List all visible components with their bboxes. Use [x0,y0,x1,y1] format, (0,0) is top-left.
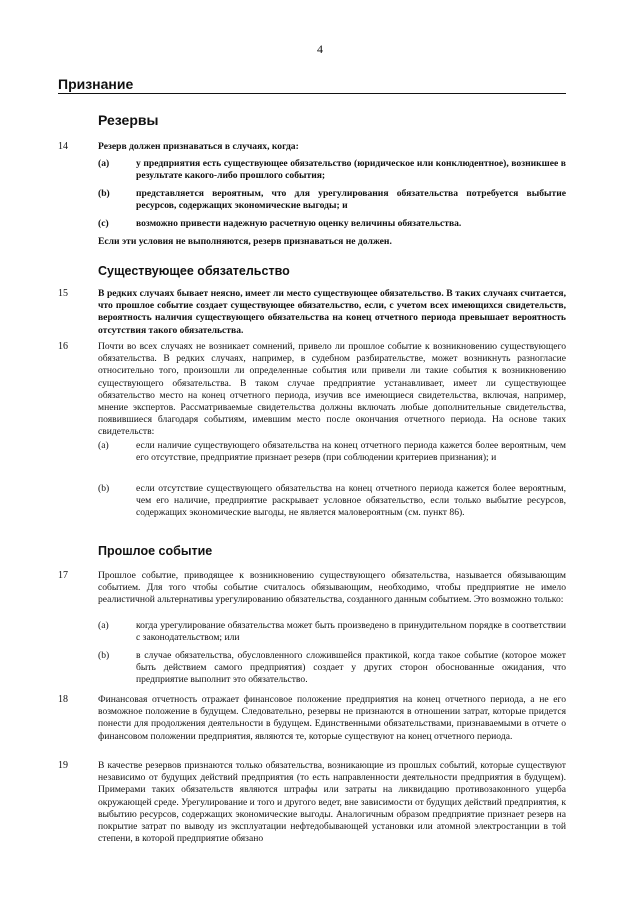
page-number: 4 [317,42,323,56]
p17-item-a-letter: (a) [98,620,109,631]
paragraph-number-18: 18 [58,694,68,705]
paragraph-17-text: Прошлое событие, приводящее к возникновению существующего обязательства, называется обязывающим событием. Для того чтобы событие считалось обязывающим, необходимо, чтобы предприятие не имело реалистичной альтернативы урегулированию обязательства, созданного данным событием. Это возможно только: [98,570,566,606]
p14-item-c-letter: (c) [98,218,109,229]
p16-item-a-letter: (a) [98,440,109,451]
p14-item-a-letter: (a) [98,158,110,169]
paragraph-19-text: В качестве резервов признаются только обязательства, возникающие из прошлых событий, которые существуют независимо от будущих действий предприятия (то есть направленности деятельности предприятия в будущем). Примерами таких обязательств являются штрафы или затраты на ликвидацию противозаконного ущерба окружающей среде. Урегулирование и того и другого ведет, вне зависимости от будущих действий предприятия, к выбытию ресурсов, содержащих экономические выгоды. Аналогичным образом предприятие признает резерв на покрытие затрат по выводу из эксплуатации нефтедобывающей установки или атомной электростанции в той степени, в которой предприятие обязано [98,760,566,845]
p16-item-b-letter: (b) [98,483,110,494]
paragraph-18-text: Финансовая отчетность отражает финансовое положение предприятия на конец отчетного периода, а не его возможное положение в будущем. Следовательно, резервы не признаются в отношении затрат, которые придется понести для продолжения деятельности в будущем. Единственными обязательствами, признаваемыми в отчете о финансовом положении предприятия, являются те, которые существуют на конец отчетного периода. [98,694,566,742]
p17-item-b-letter: (b) [98,650,110,661]
paragraph-number-16: 16 [58,341,68,352]
heading-reserves: Резервы [98,112,159,128]
p14-item-c-text: возможно привести надежную расчетную оценку величины обязательства. [136,218,462,229]
section-title: Признание [58,76,566,94]
paragraph-number-15: 15 [58,288,68,299]
paragraph-16-text: Почти во всех случаях не возникает сомнений, привело ли прошлое событие к возникновению существующего обязательства. В редких случаях, например, в судебном разбирательстве, может возникнуть разногласие относительно того, произошли ли определенные события или привели ли такие события к возникновению существующего обязательства. В таком случае предприятие устанавливает, имеет ли существующее обязательство место на конец отчетного периода, изучив все имеющиеся свидетельства, включая, например, мнение экспертов. Рассматриваемые свидетельства должны включать любые дополнительные свидетельства, появившиеся благодаря событиям, имевшим место после окончания отчетного периода. На основе таких свидетельств: [98,341,566,438]
paragraph-number-14: 14 [58,141,68,152]
heading-existing-obligation: Существующее обязательство [98,264,290,278]
p16-item-b-text: если отсутствие существующего обязательства на конец отчетного периода кажется более вероятным, чем его наличие, предприятие раскрывает условное обязательство, если только выбытие ресурсов, содержащих экономические выгоды, не является маловероятным (см. пункт 86). [136,483,566,519]
p16-item-a-text: если наличие существующего обязательства на конец отчетного периода кажется более вероятным, чем его отсутствие, предприятие признает резерв (при соблюдении критериев признания); и [136,440,566,464]
p17-item-b-text: в случае обязательства, обусловленного сложившейся практикой, когда такое событие (которое может быть действием самого предприятия) создает у других сторон обоснованные ожидания, что предприятие выполнит это обязательство. [136,650,566,686]
paragraph-number-19: 19 [58,760,68,771]
p14-item-a-text: у предприятия есть существующее обязательство (юридическое или конклюдентное), возникшее в результате какого-либо прошлого события; [136,158,566,182]
paragraph-14-closing: Если эти условия не выполняются, резерв признаваться не должен. [98,236,392,247]
p14-item-b-letter: (b) [98,188,110,199]
paragraph-15-text: В редких случаях бывает неясно, имеет ли место существующее обязательство. В таких случаях считается, что прошлое событие создает существующее обязательство, если, с учетом всех имеющихся свидетельств, вероятность наличия существующего обязательства на конец отчетного периода превышает вероятность отсутствия такого обязательства. [98,288,566,336]
paragraph-14-intro: Резерв должен признаваться в случаях, когда: [98,141,299,152]
p14-item-b-text: представляется вероятным, что для урегулирования обязательства потребуется выбытие ресурсов, содержащих экономические выгоды; и [136,188,566,212]
p17-item-a-text: когда урегулирование обязательства может быть произведено в принудительном порядке в соответствии с законодательством; или [136,620,566,644]
heading-past-event: Прошлое событие [98,544,213,558]
paragraph-number-17: 17 [58,570,68,581]
